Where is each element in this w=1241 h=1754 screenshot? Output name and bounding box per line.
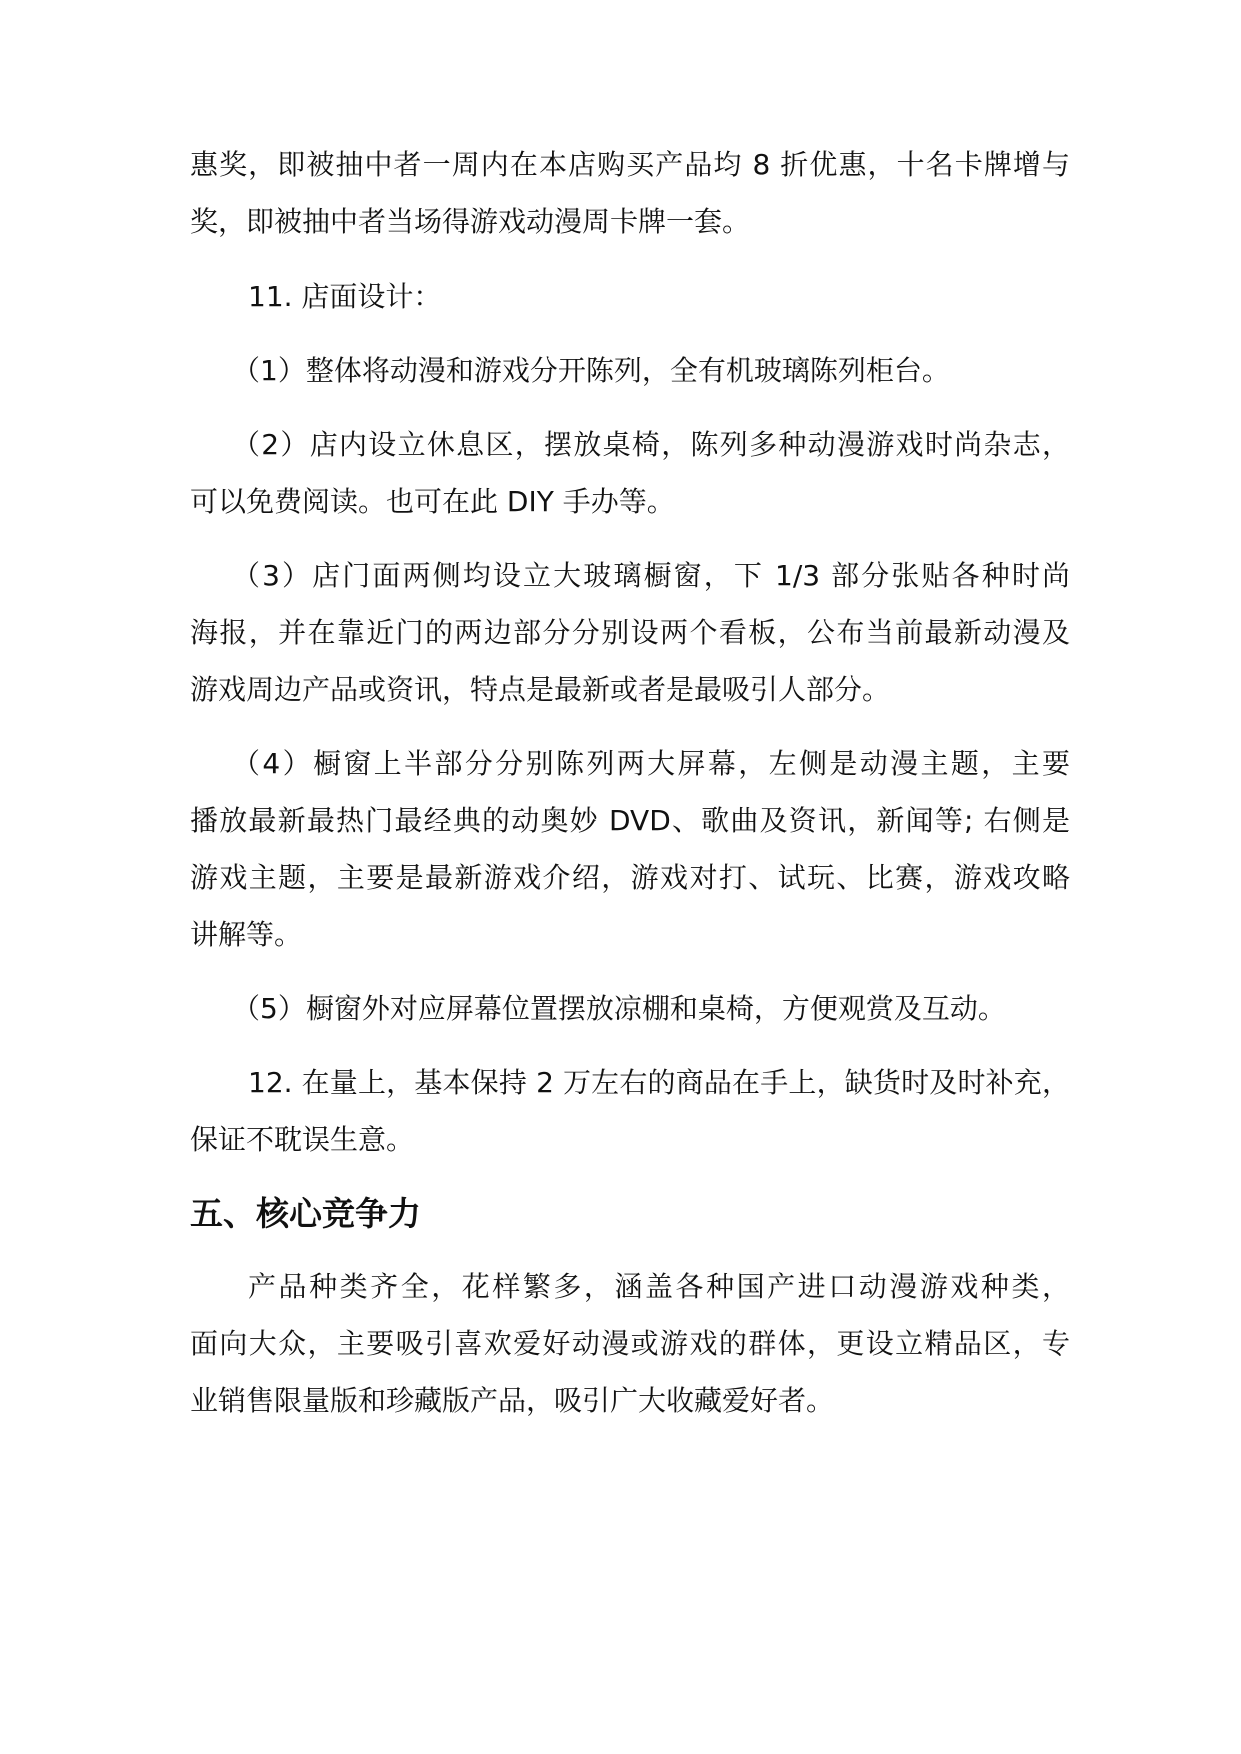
text-line: 海报，并在靠近门的两边部分分别设两个看板，公布当前最新动漫及 — [190, 616, 1070, 649]
text-line: （5）橱窗外对应屏幕位置摆放凉棚和桌椅，方便观赏及互动。 — [232, 992, 1006, 1025]
text-line: （2）店内设立休息区，摆放桌椅，陈列多种动漫游戏时尚杂志， — [232, 428, 1070, 461]
text-line: （3）店门面两侧均设立大玻璃橱窗，下 1/3 部分张贴各种时尚 — [232, 559, 1070, 592]
text-line: 奖，即被抽中者当场得游戏动漫周卡牌一套。 — [190, 205, 751, 238]
text-line: 讲解等。 — [190, 918, 303, 951]
text-line: 惠奖，即被抽中者一周内在本店购买产品均 8 折优惠，十名卡牌增与 — [190, 148, 1070, 181]
text-line: 游戏主题，主要是最新游戏介绍，游戏对打、试玩、比赛，游戏攻略 — [190, 861, 1070, 894]
text-line: （4）橱窗上半部分分别陈列两大屏幕，左侧是动漫主题，主要 — [232, 747, 1070, 780]
text-line: 游戏周边产品或资讯，特点是最新或者是最吸引人部分。 — [190, 673, 891, 706]
text-line: 保证不耽误生意。 — [190, 1123, 415, 1156]
text-line: 面向大众，主要吸引喜欢爱好动漫或游戏的群体，更设立精品区，专 — [190, 1327, 1070, 1360]
text-line: 可以免费阅读。也可在此 DIY 手办等。 — [190, 485, 675, 518]
list-heading-11: 11. 店面设计： — [248, 280, 442, 313]
section-heading: 五、核心竞争力 — [190, 1194, 421, 1233]
text-line: （1）整体将动漫和游戏分开陈列，全有机玻璃陈列柜台。 — [232, 354, 950, 387]
list-heading-12: 12. 在量上，基本保持 2 万左右的商品在手上，缺货时及时补充， — [248, 1066, 1070, 1099]
text-line: 业销售限量版和珍藏版产品，吸引广大收藏爱好者。 — [190, 1384, 835, 1417]
text-line: 播放最新最热门最经典的动奥妙 DVD、歌曲及资讯，新闻等; 右侧是 — [190, 804, 1070, 837]
text-line: 产品种类齐全，花样繁多，涵盖各种国产进口动漫游戏种类， — [248, 1270, 1070, 1303]
